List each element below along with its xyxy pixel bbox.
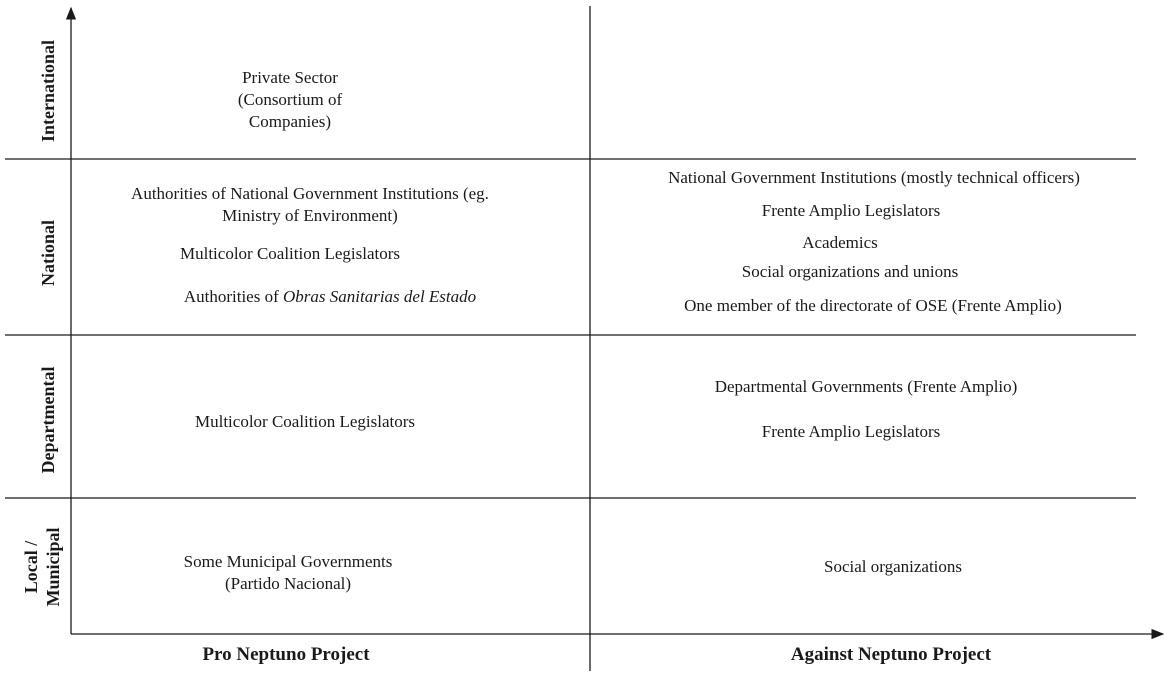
- cell-national-against-1: National Government Institutions (mostly technical officers): [668, 168, 1080, 187]
- cell-departmental-against-1: Departmental Governments (Frente Amplio): [714, 377, 1018, 396]
- cell-national-against-5: One member of the directorate of OSE (Frente Amplio): [684, 296, 1062, 315]
- cell-local-against: Social organizations: [823, 557, 963, 576]
- cell-national-pro-1: Authorities of National Government Institutions (eg. Ministry of Environment): [131, 184, 489, 225]
- row-label-local-municipal: Local / Municipal: [21, 527, 63, 607]
- row-label-international: International: [38, 39, 58, 143]
- column-label-against: Against Neptuno Project: [790, 644, 992, 665]
- cell-national-pro-3-italic: Obras Sanitarias del Estado: [283, 287, 477, 306]
- cell-local-pro: Some Municipal Governments (Partido Nacional): [183, 552, 393, 593]
- cell-national-against-2: Frente Amplio Legislators: [761, 201, 941, 220]
- cell-national-against-4: Social organizations and unions: [741, 262, 959, 281]
- cell-departmental-against-2: Frente Amplio Legislators: [761, 422, 941, 441]
- cell-national-against-3: Academics: [802, 233, 878, 252]
- cell-departmental-pro: Multicolor Coalition Legislators: [194, 412, 416, 431]
- cell-national-pro-3: Authorities of Obras Sanitarias del Estado: [183, 287, 477, 306]
- column-label-pro: Pro Neptuno Project: [202, 644, 370, 665]
- cell-international-pro: Private Sector (Consortium of Companies): [237, 68, 343, 131]
- row-label-national: National: [38, 219, 58, 287]
- cell-national-pro-2: Multicolor Coalition Legislators: [179, 244, 401, 263]
- row-label-departmental: Departmental: [38, 366, 58, 474]
